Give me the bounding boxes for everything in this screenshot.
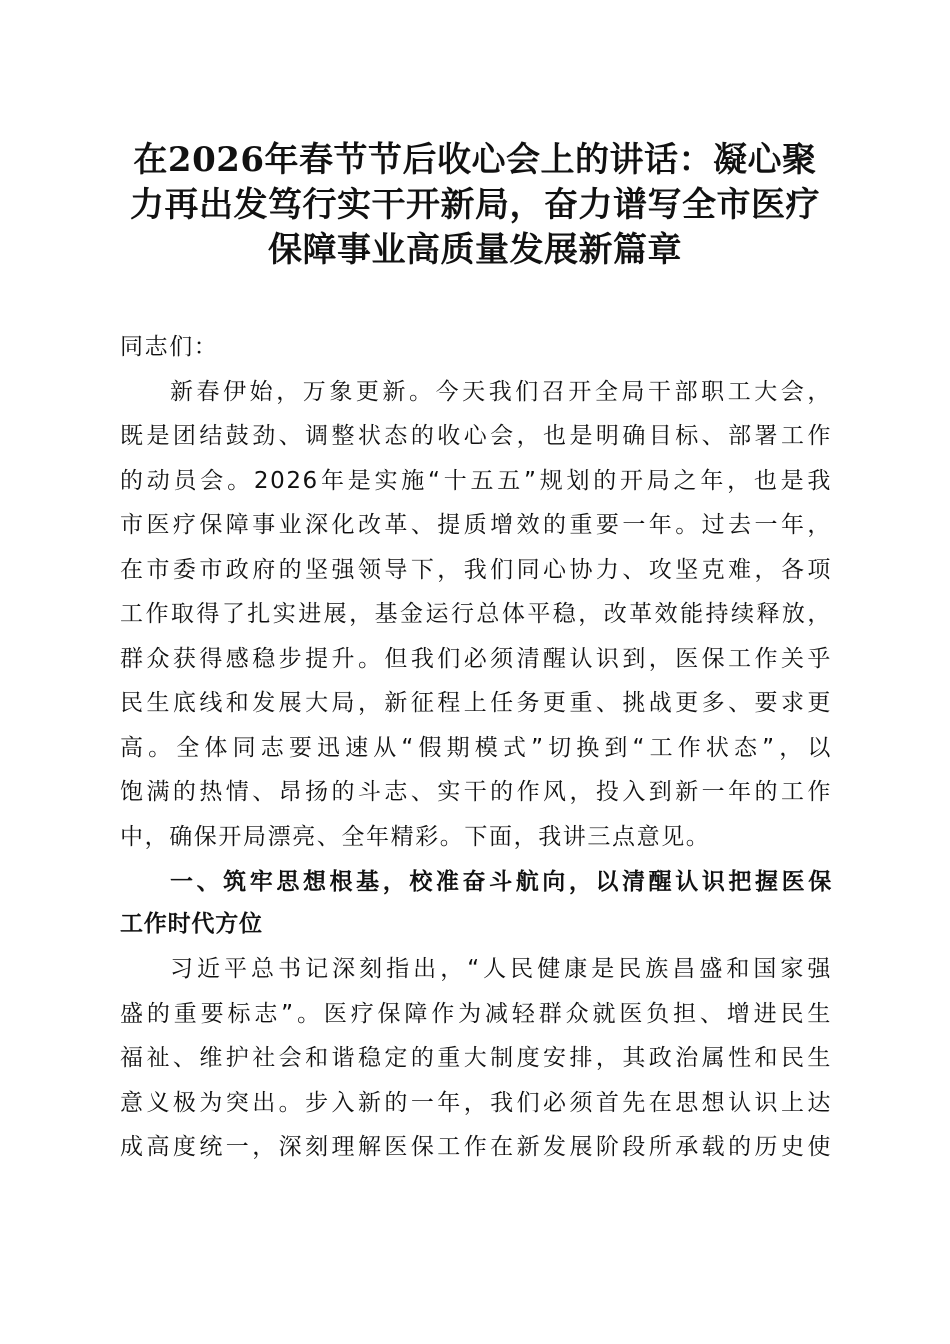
paragraph-line: 工作取得了扎实进展，基金运行总体平稳，改革效能持续释放， [120, 601, 832, 627]
paragraph-line: 意义极为突出。步入新的一年，我们必须首先在思想认识上达 [120, 1089, 832, 1116]
document-title [100, 138, 850, 273]
paragraph-line: 市医疗保障事业深化改革、提质增效的重要一年。过去一年， [120, 512, 832, 538]
paragraph-line: 高。全体同志要迅速从“假期模式”切换到“工作状态”，以 [120, 734, 832, 761]
title-line: 保障事业高质量发展新篇章 [268, 230, 682, 270]
paragraph-line: 盛的重要标志”。医疗保障作为减轻群众就医负担、增进民生 [120, 1000, 832, 1027]
paragraph-section-1 [120, 947, 832, 1170]
title-line: 在2026年春节节后收心会上的讲话：凝心聚 [133, 140, 817, 180]
heading-line: 工作时代方位 [120, 911, 263, 937]
paragraph-line: 中，确保开局漂亮、全年精彩。下面，我讲三点意见。 [120, 823, 711, 850]
paragraph-line: 新春伊始，万象更新。今天我们召开全局干部职工大会， [170, 378, 832, 405]
salutation [120, 325, 832, 370]
paragraph-line: 群众获得感稳步提升。但我们必须清醒认识到，医保工作关乎 [120, 645, 832, 672]
section-heading-1 [120, 861, 832, 945]
paragraph-line: 在市委市政府的坚强领导下，我们同心协力、攻坚克难，各项 [120, 556, 832, 583]
paragraph-line: 的动员会。2026年是实施“十五五”规划的开局之年，也是我 [120, 467, 832, 494]
paragraph-line: 饱满的热情、昂扬的斗志、实干的作风，投入到新一年的工作 [120, 779, 832, 805]
paragraph-intro [120, 370, 832, 860]
paragraph-line: 民生底线和发展大局，新征程上任务更重、挑战更多、要求更 [120, 690, 832, 716]
heading-line: 一、筑牢思想根基，校准奋斗航向，以清醒认识把握医保 [170, 869, 832, 895]
salutation-line: 同志们： [120, 334, 219, 360]
paragraph-line: 习近平总书记深刻指出，“人民健康是民族昌盛和国家强 [170, 956, 832, 982]
title-line: 力再出发笃行实干开新局，奋力谱写全市医疗 [130, 185, 820, 225]
document-body [120, 325, 832, 1170]
paragraph-line: 成高度统一，深刻理解医保工作在新发展阶段所承载的历史使 [120, 1134, 832, 1160]
paragraph-line: 既是团结鼓劲、调整状态的收心会，也是明确目标、部署工作 [120, 423, 832, 449]
paragraph-line: 福祉、维护社会和谐稳定的重大制度安排，其政治属性和民生 [120, 1045, 832, 1071]
